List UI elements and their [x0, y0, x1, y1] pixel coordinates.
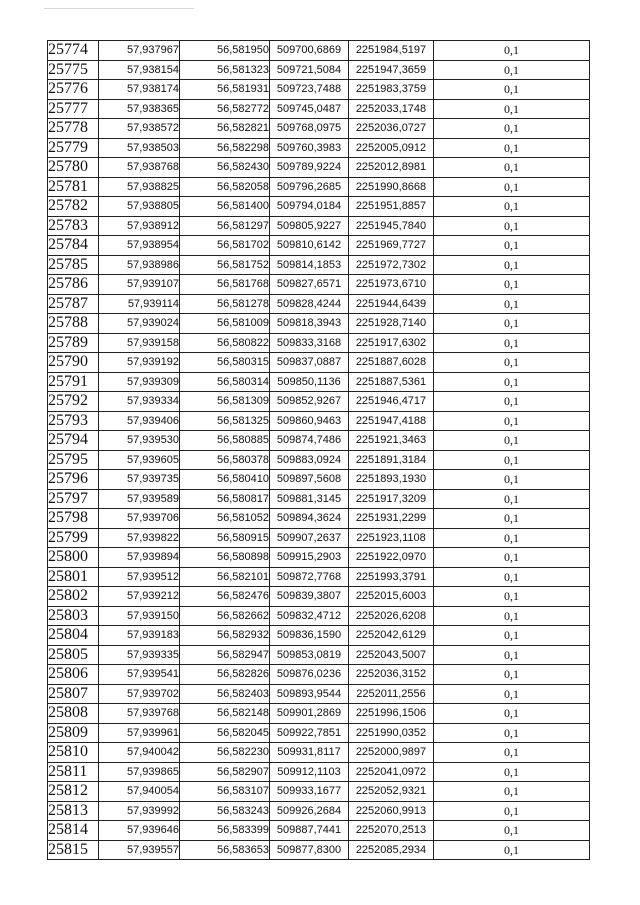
accuracy-cell: 0,1	[434, 723, 590, 743]
latitude-cell: 57,938805	[99, 197, 180, 217]
y-coordinate-cell: 2251983,3759	[349, 80, 434, 100]
point-number-cell: 25784	[48, 236, 99, 256]
x-coordinate-cell: 509794,0184	[270, 197, 349, 217]
longitude-cell: 56,581278	[180, 294, 270, 314]
point-number-cell: 25781	[48, 177, 99, 197]
longitude-cell: 56,582045	[180, 723, 270, 743]
x-coordinate-cell: 509836,1590	[270, 626, 349, 646]
x-coordinate-cell: 509850,1136	[270, 372, 349, 392]
longitude-cell: 56,580314	[180, 372, 270, 392]
y-coordinate-cell: 2251973,6710	[349, 275, 434, 295]
table-row	[48, 197, 590, 217]
latitude-cell: 57,937967	[99, 41, 180, 61]
latitude-cell: 57,939212	[99, 587, 180, 607]
accuracy-cell: 0,1	[434, 528, 590, 548]
latitude-cell: 57,939107	[99, 275, 180, 295]
longitude-cell: 56,583653	[180, 840, 270, 860]
x-coordinate-cell: 509805,9227	[270, 216, 349, 236]
x-coordinate-cell: 509853,0819	[270, 645, 349, 665]
table-row	[48, 567, 590, 587]
table-row	[48, 801, 590, 821]
latitude-cell: 57,938365	[99, 99, 180, 119]
latitude-cell: 57,939702	[99, 684, 180, 704]
longitude-cell: 56,583399	[180, 821, 270, 841]
accuracy-cell: 0,1	[434, 275, 590, 295]
y-coordinate-cell: 2252033,1748	[349, 99, 434, 119]
table-row	[48, 353, 590, 373]
x-coordinate-cell: 509860,9463	[270, 411, 349, 431]
x-coordinate-cell: 509874,7486	[270, 431, 349, 451]
point-number-cell: 25785	[48, 255, 99, 275]
x-coordinate-cell: 509818,3943	[270, 314, 349, 334]
accuracy-cell: 0,1	[434, 294, 590, 314]
latitude-cell: 57,939865	[99, 762, 180, 782]
latitude-cell: 57,939150	[99, 606, 180, 626]
latitude-cell: 57,940054	[99, 782, 180, 802]
x-coordinate-cell: 509768,0975	[270, 119, 349, 139]
longitude-cell: 56,582772	[180, 99, 270, 119]
latitude-cell: 57,939646	[99, 821, 180, 841]
x-coordinate-cell: 509915,2903	[270, 548, 349, 568]
latitude-cell: 57,939605	[99, 450, 180, 470]
y-coordinate-cell: 2252042,6129	[349, 626, 434, 646]
point-number-cell: 25777	[48, 99, 99, 119]
point-number-cell: 25788	[48, 314, 99, 334]
longitude-cell: 56,582148	[180, 704, 270, 724]
y-coordinate-cell: 2252000,9897	[349, 743, 434, 763]
accuracy-cell: 0,1	[434, 821, 590, 841]
accuracy-cell: 0,1	[434, 704, 590, 724]
longitude-cell: 56,582662	[180, 606, 270, 626]
latitude-cell: 57,939406	[99, 411, 180, 431]
point-number-cell: 25809	[48, 723, 99, 743]
table-row	[48, 60, 590, 80]
table-row	[48, 275, 590, 295]
point-number-cell: 25814	[48, 821, 99, 841]
point-number-cell: 25811	[48, 762, 99, 782]
longitude-cell: 56,580817	[180, 489, 270, 509]
point-number-cell: 25790	[48, 353, 99, 373]
latitude-cell: 57,940042	[99, 743, 180, 763]
x-coordinate-cell: 509897,5608	[270, 470, 349, 490]
point-number-cell: 25801	[48, 567, 99, 587]
y-coordinate-cell: 2251891,3184	[349, 450, 434, 470]
latitude-cell: 57,939992	[99, 801, 180, 821]
y-coordinate-cell: 2252052,9321	[349, 782, 434, 802]
x-coordinate-cell: 509827,6571	[270, 275, 349, 295]
y-coordinate-cell: 2251931,2299	[349, 509, 434, 529]
latitude-cell: 57,939530	[99, 431, 180, 451]
longitude-cell: 56,582947	[180, 645, 270, 665]
accuracy-cell: 0,1	[434, 333, 590, 353]
accuracy-cell: 0,1	[434, 353, 590, 373]
latitude-cell: 57,939183	[99, 626, 180, 646]
latitude-cell: 57,939961	[99, 723, 180, 743]
accuracy-cell: 0,1	[434, 645, 590, 665]
x-coordinate-cell: 509810,6142	[270, 236, 349, 256]
latitude-cell: 57,939158	[99, 333, 180, 353]
table-row	[48, 236, 590, 256]
accuracy-cell: 0,1	[434, 450, 590, 470]
point-number-cell: 25798	[48, 509, 99, 529]
point-number-cell: 25815	[48, 840, 99, 860]
y-coordinate-cell: 2251887,6028	[349, 353, 434, 373]
latitude-cell: 57,939024	[99, 314, 180, 334]
latitude-cell: 57,939557	[99, 840, 180, 860]
point-number-cell: 25776	[48, 80, 99, 100]
accuracy-cell: 0,1	[434, 255, 590, 275]
accuracy-cell: 0,1	[434, 762, 590, 782]
point-number-cell: 25802	[48, 587, 99, 607]
accuracy-cell: 0,1	[434, 99, 590, 119]
point-number-cell: 25783	[48, 216, 99, 236]
table-row	[48, 470, 590, 490]
table-row	[48, 392, 590, 412]
point-number-cell: 25799	[48, 528, 99, 548]
accuracy-cell: 0,1	[434, 197, 590, 217]
longitude-cell: 56,582403	[180, 684, 270, 704]
y-coordinate-cell: 2251996,1506	[349, 704, 434, 724]
x-coordinate-cell: 509833,3168	[270, 333, 349, 353]
latitude-cell: 57,938572	[99, 119, 180, 139]
longitude-cell: 56,582476	[180, 587, 270, 607]
accuracy-cell: 0,1	[434, 138, 590, 158]
y-coordinate-cell: 2251990,8668	[349, 177, 434, 197]
table-row	[48, 743, 590, 763]
latitude-cell: 57,938954	[99, 236, 180, 256]
x-coordinate-cell: 509721,5084	[270, 60, 349, 80]
accuracy-cell: 0,1	[434, 119, 590, 139]
coordinates-table-body	[48, 41, 590, 860]
y-coordinate-cell: 2252043,5007	[349, 645, 434, 665]
table-row	[48, 216, 590, 236]
y-coordinate-cell: 2251922,0970	[349, 548, 434, 568]
x-coordinate-cell: 509877,8300	[270, 840, 349, 860]
longitude-cell: 56,582230	[180, 743, 270, 763]
accuracy-cell: 0,1	[434, 840, 590, 860]
point-number-cell: 25804	[48, 626, 99, 646]
accuracy-cell: 0,1	[434, 606, 590, 626]
point-number-cell: 25796	[48, 470, 99, 490]
x-coordinate-cell: 509883,0924	[270, 450, 349, 470]
y-coordinate-cell: 2252036,0727	[349, 119, 434, 139]
y-coordinate-cell: 2251969,7727	[349, 236, 434, 256]
point-number-cell: 25807	[48, 684, 99, 704]
x-coordinate-cell: 509907,2637	[270, 528, 349, 548]
y-coordinate-cell: 2251990,0352	[349, 723, 434, 743]
table-row	[48, 704, 590, 724]
point-number-cell: 25797	[48, 489, 99, 509]
point-number-cell: 25794	[48, 431, 99, 451]
point-number-cell: 25791	[48, 372, 99, 392]
latitude-cell: 57,938825	[99, 177, 180, 197]
x-coordinate-cell: 509789,9224	[270, 158, 349, 178]
table-row	[48, 450, 590, 470]
longitude-cell: 56,581297	[180, 216, 270, 236]
table-row	[48, 294, 590, 314]
longitude-cell: 56,581702	[180, 236, 270, 256]
table-row	[48, 314, 590, 334]
longitude-cell: 56,581052	[180, 509, 270, 529]
latitude-cell: 57,939114	[99, 294, 180, 314]
point-number-cell: 25778	[48, 119, 99, 139]
accuracy-cell: 0,1	[434, 626, 590, 646]
table-row	[48, 821, 590, 841]
y-coordinate-cell: 2251917,3209	[349, 489, 434, 509]
y-coordinate-cell: 2251984,5197	[349, 41, 434, 61]
latitude-cell: 57,939192	[99, 353, 180, 373]
x-coordinate-cell: 509832,4712	[270, 606, 349, 626]
x-coordinate-cell: 509837,0887	[270, 353, 349, 373]
y-coordinate-cell: 2251917,6302	[349, 333, 434, 353]
accuracy-cell: 0,1	[434, 177, 590, 197]
table-row	[48, 158, 590, 178]
table-row	[48, 489, 590, 509]
longitude-cell: 56,583243	[180, 801, 270, 821]
accuracy-cell: 0,1	[434, 684, 590, 704]
y-coordinate-cell: 2251944,6439	[349, 294, 434, 314]
accuracy-cell: 0,1	[434, 41, 590, 61]
point-number-cell: 25786	[48, 275, 99, 295]
table-row	[48, 606, 590, 626]
longitude-cell: 56,581752	[180, 255, 270, 275]
page-edge-line	[44, 8, 194, 9]
longitude-cell: 56,581400	[180, 197, 270, 217]
accuracy-cell: 0,1	[434, 548, 590, 568]
y-coordinate-cell: 2251921,3463	[349, 431, 434, 451]
x-coordinate-cell: 509926,2684	[270, 801, 349, 821]
x-coordinate-cell: 509814,1853	[270, 255, 349, 275]
point-number-cell: 25780	[48, 158, 99, 178]
accuracy-cell: 0,1	[434, 372, 590, 392]
x-coordinate-cell: 509893,9544	[270, 684, 349, 704]
table-row	[48, 255, 590, 275]
accuracy-cell: 0,1	[434, 587, 590, 607]
latitude-cell: 57,939706	[99, 509, 180, 529]
table-row	[48, 762, 590, 782]
longitude-cell: 56,582101	[180, 567, 270, 587]
latitude-cell: 57,939735	[99, 470, 180, 490]
point-number-cell: 25813	[48, 801, 99, 821]
y-coordinate-cell: 2251887,5361	[349, 372, 434, 392]
table-row	[48, 177, 590, 197]
table-row	[48, 626, 590, 646]
x-coordinate-cell: 509723,7488	[270, 80, 349, 100]
x-coordinate-cell: 509760,3983	[270, 138, 349, 158]
point-number-cell: 25793	[48, 411, 99, 431]
longitude-cell: 56,582932	[180, 626, 270, 646]
accuracy-cell: 0,1	[434, 567, 590, 587]
accuracy-cell: 0,1	[434, 782, 590, 802]
point-number-cell: 25808	[48, 704, 99, 724]
latitude-cell: 57,939541	[99, 665, 180, 685]
longitude-cell: 56,582430	[180, 158, 270, 178]
table-row	[48, 665, 590, 685]
point-number-cell: 25806	[48, 665, 99, 685]
longitude-cell: 56,582058	[180, 177, 270, 197]
y-coordinate-cell: 2251972,7302	[349, 255, 434, 275]
table-row	[48, 548, 590, 568]
table-row	[48, 41, 590, 61]
table-row	[48, 411, 590, 431]
accuracy-cell: 0,1	[434, 158, 590, 178]
accuracy-cell: 0,1	[434, 801, 590, 821]
longitude-cell: 56,580885	[180, 431, 270, 451]
y-coordinate-cell: 2251947,3659	[349, 60, 434, 80]
latitude-cell: 57,938174	[99, 80, 180, 100]
y-coordinate-cell: 2251945,7840	[349, 216, 434, 236]
y-coordinate-cell: 2252012,8981	[349, 158, 434, 178]
accuracy-cell: 0,1	[434, 431, 590, 451]
latitude-cell: 57,939512	[99, 567, 180, 587]
x-coordinate-cell: 509745,0487	[270, 99, 349, 119]
y-coordinate-cell: 2251951,8857	[349, 197, 434, 217]
accuracy-cell: 0,1	[434, 411, 590, 431]
longitude-cell: 56,581009	[180, 314, 270, 334]
table-row	[48, 119, 590, 139]
y-coordinate-cell: 2252060,9913	[349, 801, 434, 821]
latitude-cell: 57,939589	[99, 489, 180, 509]
point-number-cell: 25812	[48, 782, 99, 802]
y-coordinate-cell: 2252036,3152	[349, 665, 434, 685]
latitude-cell: 57,939822	[99, 528, 180, 548]
latitude-cell: 57,938986	[99, 255, 180, 275]
y-coordinate-cell: 2251923,1108	[349, 528, 434, 548]
accuracy-cell: 0,1	[434, 60, 590, 80]
x-coordinate-cell: 509796,2685	[270, 177, 349, 197]
point-number-cell: 25787	[48, 294, 99, 314]
x-coordinate-cell: 509700,6869	[270, 41, 349, 61]
y-coordinate-cell: 2251946,4717	[349, 392, 434, 412]
x-coordinate-cell: 509887,7441	[270, 821, 349, 841]
x-coordinate-cell: 509828,4244	[270, 294, 349, 314]
x-coordinate-cell: 509839,3807	[270, 587, 349, 607]
point-number-cell: 25782	[48, 197, 99, 217]
accuracy-cell: 0,1	[434, 80, 590, 100]
x-coordinate-cell: 509933,1677	[270, 782, 349, 802]
longitude-cell: 56,580822	[180, 333, 270, 353]
table-row	[48, 509, 590, 529]
point-number-cell: 25800	[48, 548, 99, 568]
table-row	[48, 723, 590, 743]
accuracy-cell: 0,1	[434, 743, 590, 763]
y-coordinate-cell: 2251993,3791	[349, 567, 434, 587]
longitude-cell: 56,580315	[180, 353, 270, 373]
table-row	[48, 587, 590, 607]
accuracy-cell: 0,1	[434, 392, 590, 412]
longitude-cell: 56,581950	[180, 41, 270, 61]
longitude-cell: 56,583107	[180, 782, 270, 802]
longitude-cell: 56,581768	[180, 275, 270, 295]
longitude-cell: 56,582826	[180, 665, 270, 685]
x-coordinate-cell: 509881,3145	[270, 489, 349, 509]
table-row	[48, 99, 590, 119]
latitude-cell: 57,938503	[99, 138, 180, 158]
y-coordinate-cell: 2252005,0912	[349, 138, 434, 158]
accuracy-cell: 0,1	[434, 489, 590, 509]
point-number-cell: 25803	[48, 606, 99, 626]
x-coordinate-cell: 509931,8117	[270, 743, 349, 763]
point-number-cell: 25789	[48, 333, 99, 353]
point-number-cell: 25810	[48, 743, 99, 763]
longitude-cell: 56,582821	[180, 119, 270, 139]
table-row	[48, 333, 590, 353]
table-row	[48, 645, 590, 665]
latitude-cell: 57,938912	[99, 216, 180, 236]
y-coordinate-cell: 2252011,2556	[349, 684, 434, 704]
point-number-cell: 25792	[48, 392, 99, 412]
longitude-cell: 56,581931	[180, 80, 270, 100]
table-row	[48, 840, 590, 860]
longitude-cell: 56,581309	[180, 392, 270, 412]
point-number-cell: 25775	[48, 60, 99, 80]
latitude-cell: 57,938768	[99, 158, 180, 178]
x-coordinate-cell: 509876,0236	[270, 665, 349, 685]
y-coordinate-cell: 2252026,6208	[349, 606, 434, 626]
coordinates-table	[47, 40, 590, 860]
y-coordinate-cell: 2251893,1930	[349, 470, 434, 490]
accuracy-cell: 0,1	[434, 216, 590, 236]
longitude-cell: 56,580410	[180, 470, 270, 490]
latitude-cell: 57,939309	[99, 372, 180, 392]
x-coordinate-cell: 509912,1103	[270, 762, 349, 782]
latitude-cell: 57,939768	[99, 704, 180, 724]
table-row	[48, 431, 590, 451]
y-coordinate-cell: 2251928,7140	[349, 314, 434, 334]
point-number-cell: 25805	[48, 645, 99, 665]
table-row	[48, 528, 590, 548]
x-coordinate-cell: 509894,3624	[270, 509, 349, 529]
longitude-cell: 56,581325	[180, 411, 270, 431]
accuracy-cell: 0,1	[434, 665, 590, 685]
longitude-cell: 56,580898	[180, 548, 270, 568]
y-coordinate-cell: 2252015,6003	[349, 587, 434, 607]
y-coordinate-cell: 2252070,2513	[349, 821, 434, 841]
accuracy-cell: 0,1	[434, 470, 590, 490]
latitude-cell: 57,939894	[99, 548, 180, 568]
y-coordinate-cell: 2251947,4188	[349, 411, 434, 431]
longitude-cell: 56,582907	[180, 762, 270, 782]
longitude-cell: 56,580915	[180, 528, 270, 548]
accuracy-cell: 0,1	[434, 314, 590, 334]
table-row	[48, 138, 590, 158]
table-row	[48, 80, 590, 100]
y-coordinate-cell: 2252041,0972	[349, 762, 434, 782]
table-row	[48, 684, 590, 704]
y-coordinate-cell: 2252085,2934	[349, 840, 434, 860]
latitude-cell: 57,938154	[99, 60, 180, 80]
table-row	[48, 782, 590, 802]
longitude-cell: 56,581323	[180, 60, 270, 80]
accuracy-cell: 0,1	[434, 236, 590, 256]
x-coordinate-cell: 509922,7851	[270, 723, 349, 743]
x-coordinate-cell: 509852,9267	[270, 392, 349, 412]
longitude-cell: 56,580378	[180, 450, 270, 470]
longitude-cell: 56,582298	[180, 138, 270, 158]
point-number-cell: 25795	[48, 450, 99, 470]
point-number-cell: 25779	[48, 138, 99, 158]
point-number-cell: 25774	[48, 41, 99, 61]
accuracy-cell: 0,1	[434, 509, 590, 529]
latitude-cell: 57,939335	[99, 645, 180, 665]
table-row	[48, 372, 590, 392]
latitude-cell: 57,939334	[99, 392, 180, 412]
x-coordinate-cell: 509872,7768	[270, 567, 349, 587]
x-coordinate-cell: 509901,2869	[270, 704, 349, 724]
